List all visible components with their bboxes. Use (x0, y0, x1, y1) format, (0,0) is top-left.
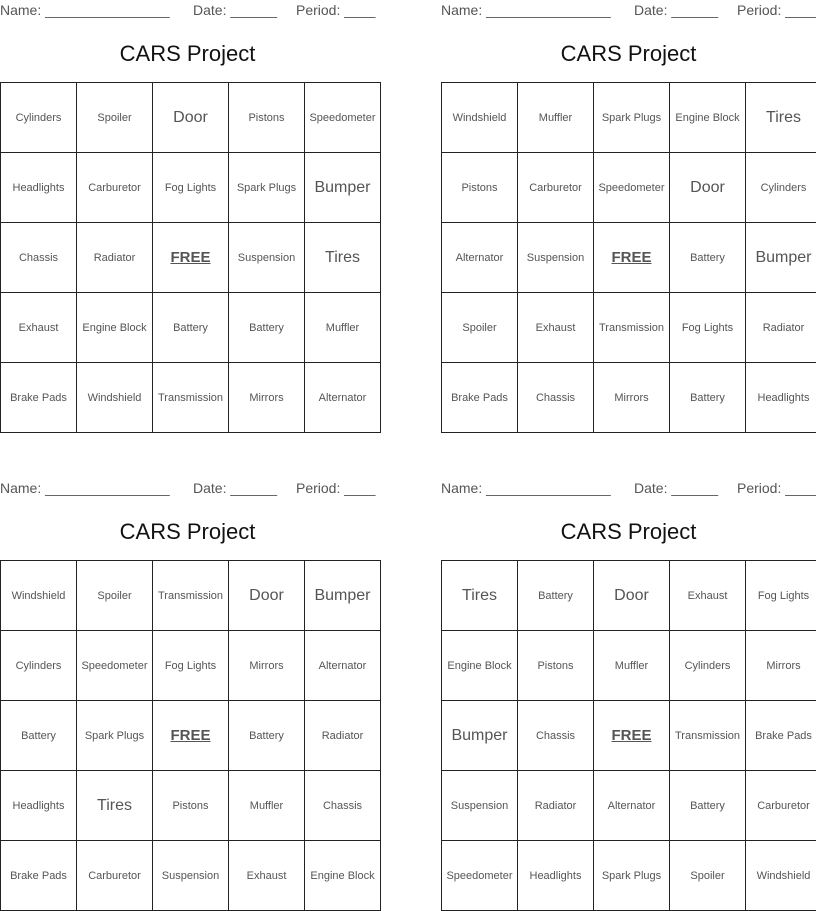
bingo-cell: Exhaust (670, 561, 746, 631)
bingo-grid (441, 560, 816, 911)
bingo-cell: Engine Block (670, 83, 746, 153)
bingo-cell: Fog Lights (153, 153, 229, 223)
bingo-cell: Chassis (518, 363, 594, 433)
bingo-cell: Cylinders (746, 153, 816, 223)
bingo-cell: Mirrors (594, 363, 670, 433)
card-title: CARS Project (119, 41, 256, 66)
bingo-cell: Pistons (229, 83, 305, 153)
bingo-cell: Transmission (153, 363, 229, 433)
bingo-cell: Spark Plugs (229, 153, 305, 223)
bingo-cell: Battery (670, 223, 746, 293)
bingo-cell: Chassis (305, 771, 381, 841)
bingo-cell: Headlights (518, 841, 594, 911)
date-field-label: Date: ______ (634, 480, 719, 496)
bingo-cell: Speedometer (442, 841, 518, 911)
bingo-cell: Muffler (518, 83, 594, 153)
bingo-cell: Spark Plugs (594, 841, 670, 911)
bingo-cell: Carburetor (746, 771, 816, 841)
bingo-cell: Battery (670, 771, 746, 841)
grid-row (1, 153, 381, 223)
bingo-cell: Pistons (518, 631, 594, 701)
bingo-cell: Windshield (442, 83, 518, 153)
bingo-cell: Transmission (594, 293, 670, 363)
bingo-cell: Alternator (594, 771, 670, 841)
bingo-cell: Brake Pads (442, 363, 518, 433)
bingo-cell: Transmission (670, 701, 746, 771)
bingo-cell: Windshield (77, 363, 153, 433)
name-field-label: Name: ________________ (441, 480, 611, 496)
grid-row (442, 561, 816, 631)
date-field-label: Date: ______ (193, 480, 278, 496)
grid-row (442, 631, 816, 701)
bingo-cell: Speedometer (594, 153, 670, 223)
card-title: CARS Project (119, 519, 256, 544)
grid-row (442, 771, 816, 841)
grid-row (1, 223, 381, 293)
grid-row (1, 631, 381, 701)
free-space-cell: FREE (594, 701, 670, 771)
bingo-cell: Windshield (746, 841, 816, 911)
bingo-cell: Suspension (229, 223, 305, 293)
bingo-cell: Radiator (518, 771, 594, 841)
bingo-cell: Headlights (1, 771, 77, 841)
bingo-cell: Windshield (1, 561, 77, 631)
grid-row (442, 363, 816, 433)
grid-row (1, 841, 381, 911)
bingo-cell: Door (229, 561, 305, 631)
bingo-cell: Suspension (153, 841, 229, 911)
grid-row (442, 841, 816, 911)
bingo-cell: Cylinders (1, 83, 77, 153)
bingo-cell: Chassis (1, 223, 77, 293)
bingo-cell: Cylinders (670, 631, 746, 701)
bingo-grid (441, 82, 816, 433)
bingo-cell: Radiator (305, 701, 381, 771)
bingo-cell: Alternator (305, 363, 381, 433)
grid-row (1, 561, 381, 631)
bingo-cell: Brake Pads (746, 701, 816, 771)
bingo-cell: Alternator (442, 223, 518, 293)
bingo-cell: Carburetor (518, 153, 594, 223)
name-field-label: Name: ________________ (0, 2, 170, 18)
card-title: CARS Project (560, 41, 697, 66)
bingo-cell: Tires (442, 561, 518, 631)
name-field-label: Name: ________________ (441, 2, 611, 18)
bingo-cell: Spoiler (670, 841, 746, 911)
grid-row (1, 83, 381, 153)
bingo-cell: Engine Block (305, 841, 381, 911)
bingo-cell: Battery (1, 701, 77, 771)
bingo-cell: Headlights (1, 153, 77, 223)
bingo-cell: Transmission (153, 561, 229, 631)
date-field-label: Date: ______ (634, 2, 719, 18)
bingo-cell: Battery (229, 293, 305, 363)
bingo-cell: Headlights (746, 363, 816, 433)
bingo-cell: Speedometer (305, 83, 381, 153)
free-space-cell: FREE (153, 223, 229, 293)
bingo-cell: Fog Lights (746, 561, 816, 631)
bingo-cell: Suspension (442, 771, 518, 841)
bingo-cell: Door (153, 83, 229, 153)
bingo-cell: Battery (229, 701, 305, 771)
period-field-label: Period: ____ (737, 480, 816, 496)
period-field-label: Period: ____ (296, 2, 376, 18)
bingo-cell: Pistons (153, 771, 229, 841)
bingo-cell: Battery (518, 561, 594, 631)
grid-row (442, 153, 816, 223)
bingo-cell: Engine Block (77, 293, 153, 363)
bingo-cell: Alternator (305, 631, 381, 701)
bingo-cell: Mirrors (229, 363, 305, 433)
bingo-cell: Spark Plugs (77, 701, 153, 771)
grid-row (442, 293, 816, 363)
bingo-cell: Door (670, 153, 746, 223)
bingo-cell: Tires (746, 83, 816, 153)
bingo-cell: Mirrors (746, 631, 816, 701)
bingo-cell: Engine Block (442, 631, 518, 701)
grid-row (442, 701, 816, 771)
name-field-label: Name: ________________ (0, 480, 170, 496)
grid-row (442, 223, 816, 293)
period-field-label: Period: ____ (296, 480, 376, 496)
bingo-cell: Tires (77, 771, 153, 841)
student-info-line (0, 478, 375, 498)
bingo-cell: Muffler (229, 771, 305, 841)
bingo-cell: Bumper (305, 561, 381, 631)
bingo-grid (0, 82, 381, 433)
bingo-cell: Bumper (442, 701, 518, 771)
bingo-cell: Carburetor (77, 841, 153, 911)
bingo-cell: Battery (153, 293, 229, 363)
bingo-cell: Spoiler (77, 561, 153, 631)
period-field-label: Period: ____ (737, 2, 816, 18)
bingo-cell: Muffler (305, 293, 381, 363)
bingo-cell: Brake Pads (1, 841, 77, 911)
student-info-line (441, 478, 816, 498)
bingo-cell: Brake Pads (1, 363, 77, 433)
card-title: CARS Project (560, 519, 697, 544)
bingo-cell: Tires (305, 223, 381, 293)
bingo-cell: Bumper (305, 153, 381, 223)
bingo-cell: Pistons (442, 153, 518, 223)
student-info-line (0, 0, 375, 20)
grid-row (442, 83, 816, 153)
bingo-cell: Fog Lights (670, 293, 746, 363)
grid-row (1, 771, 381, 841)
bingo-cell: Fog Lights (153, 631, 229, 701)
bingo-cell: Muffler (594, 631, 670, 701)
free-space-cell: FREE (153, 701, 229, 771)
date-field-label: Date: ______ (193, 2, 278, 18)
grid-row (1, 701, 381, 771)
bingo-cell: Speedometer (77, 631, 153, 701)
bingo-cell: Mirrors (229, 631, 305, 701)
bingo-grid (0, 560, 381, 911)
bingo-cell: Bumper (746, 223, 816, 293)
bingo-cell: Battery (670, 363, 746, 433)
bingo-cell: Carburetor (77, 153, 153, 223)
bingo-cell: Radiator (77, 223, 153, 293)
grid-row (1, 363, 381, 433)
bingo-cell: Exhaust (1, 293, 77, 363)
grid-row (1, 293, 381, 363)
bingo-cell: Suspension (518, 223, 594, 293)
bingo-cell: Spoiler (442, 293, 518, 363)
bingo-cell: Radiator (746, 293, 816, 363)
bingo-cell: Spark Plugs (594, 83, 670, 153)
bingo-cell: Chassis (518, 701, 594, 771)
bingo-cell: Spoiler (77, 83, 153, 153)
student-info-line (441, 0, 816, 20)
bingo-cell: Exhaust (518, 293, 594, 363)
bingo-cell: Door (594, 561, 670, 631)
bingo-cell: Exhaust (229, 841, 305, 911)
free-space-cell: FREE (594, 223, 670, 293)
bingo-cell: Cylinders (1, 631, 77, 701)
